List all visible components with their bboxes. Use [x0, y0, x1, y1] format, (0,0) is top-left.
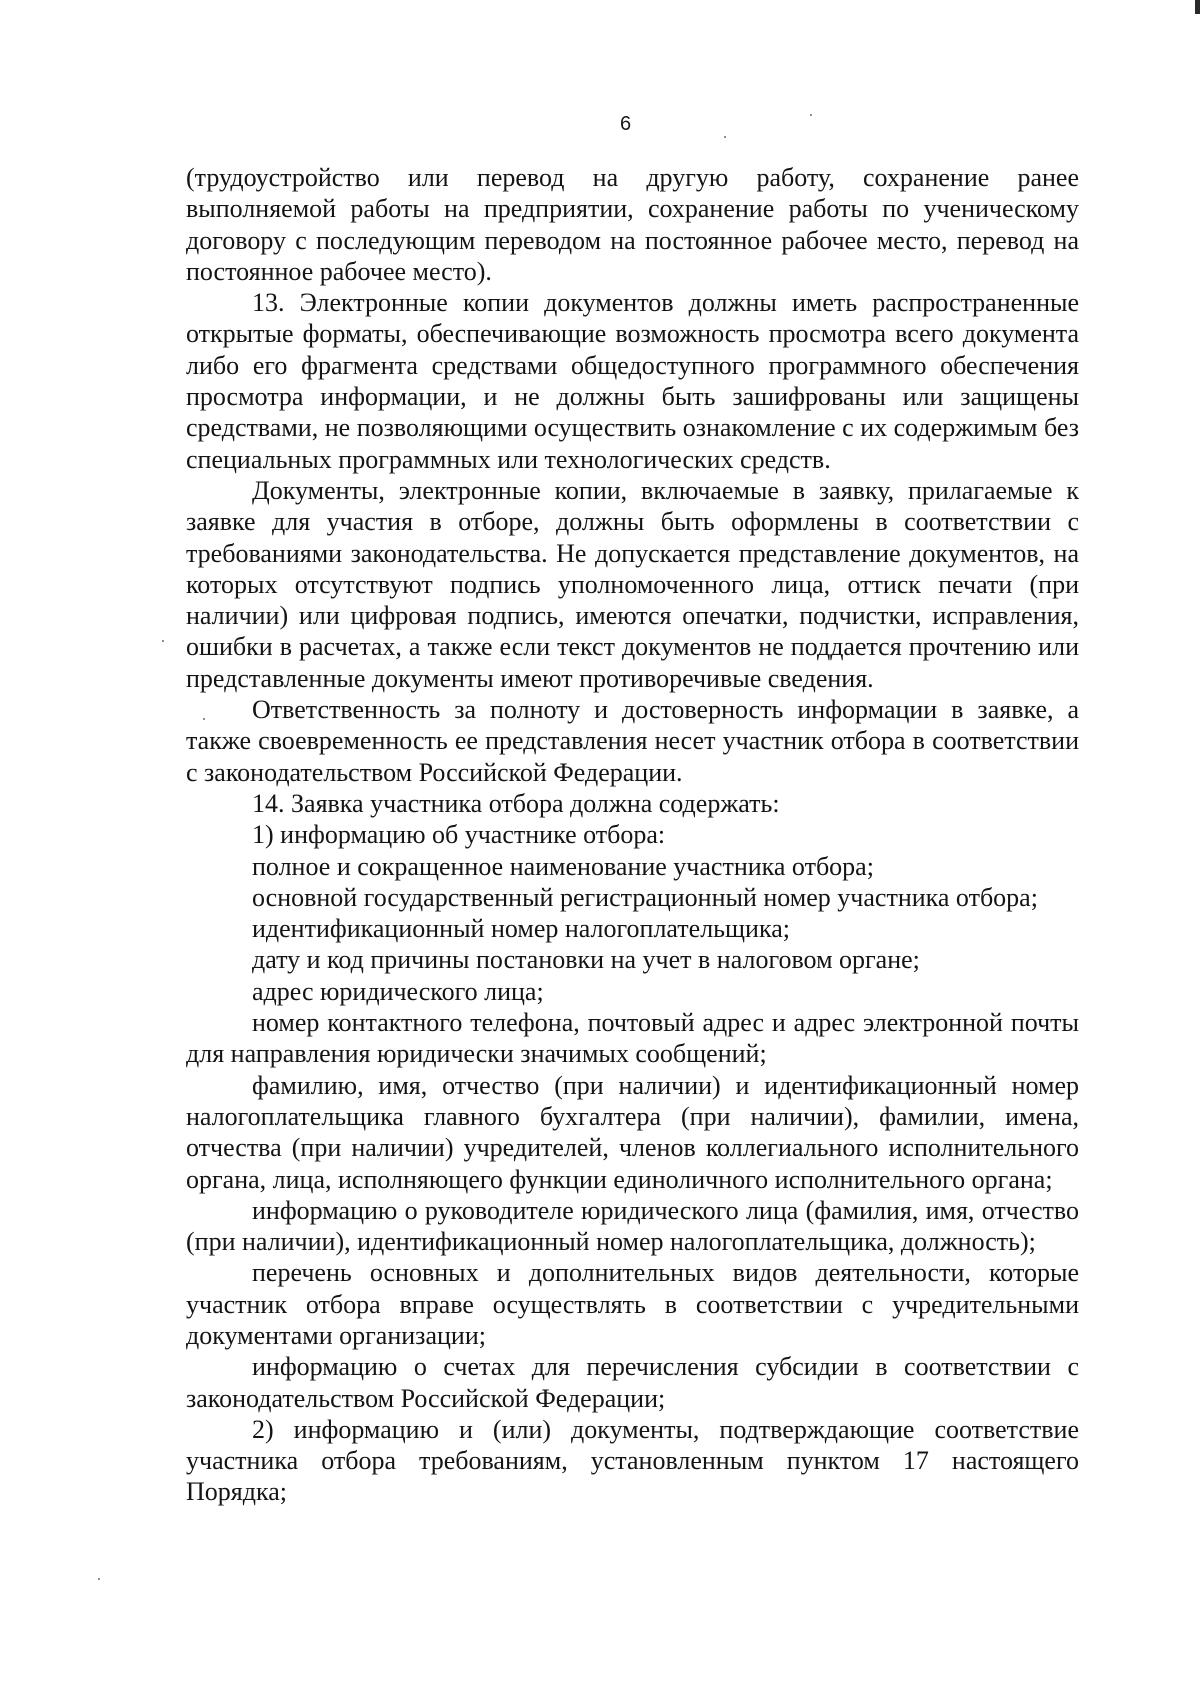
- paragraph: Ответственность за полноту и достоверность информации в заявке, а также своевременность ее представления несет участник отбора в соответствии с законодательством Российской Федерации.: [186, 695, 1079, 787]
- paragraph: информацию о руководителе юридического лица (фамилия, имя, отчество (при наличии), идентификационный номер налогоплательщика, должность);: [186, 1195, 1079, 1257]
- paragraph: 13. Электронные копии документов должны иметь распространенные открытые форматы, обеспечивающие возможность просмотра всего документа либо его фрагмента средствами общедоступного программного обеспечения просмотра информации, и не должны быть зашифрованы или защищены средствами, не позволяющими осуществить ознакомление с их содержимым без специальных программных или технологических средств.: [186, 288, 1079, 474]
- paragraph: основной государственный регистрационный номер участника отбора;: [252, 882, 1038, 912]
- paragraph: Документы, электронные копии, включаемые в заявку, прилагаемые к заявке для участия в отборе, должны быть оформлены в соответствии с требованиями законодательства. Не допускается представление документов, на которых отсутствуют подпись уполномоченного лица, оттиск печати (при наличии) или цифровая подпись, имеются опечатки, подчистки, исправления, ошибки в расчетах, а также если текст документов не поддается прочтению или представленные документы имеют противоречивые сведения.: [186, 475, 1079, 693]
- scan-speck: [724, 136, 726, 138]
- paragraph: адрес юридического лица;: [252, 976, 544, 1006]
- scan-speck: [810, 114, 812, 116]
- paragraph: полное и сокращенное наименование участника отбора;: [252, 851, 874, 881]
- document-body: [186, 162, 1079, 1508]
- paragraph: номер контактного телефона, почтовый адрес и адрес электронной почты для направления юридически значимых сообщений;: [186, 1008, 1079, 1069]
- paragraph: фамилию, имя, отчество (при наличии) и идентификационный номер налогоплательщика главного бухгалтера (при наличии), фамилии, имена, отчества (при наличии) учредителей, членов коллегиального исполнительного органа, лица, исполняющего функции единоличного исполнительного органа;: [186, 1070, 1079, 1194]
- paragraph: (трудоустройство или перевод на другую работу, сохранение ранее выполняемой работы на предприятии, сохранение работы по ученическому договору с последующим переводом на постоянное рабочее место, перевод на постоянное рабочее место).: [186, 163, 1079, 286]
- paragraph: информацию о счетах для перечисления субсидии в соответствии с законодательством Российской Федерации;: [186, 1352, 1079, 1413]
- page-number: 6: [620, 113, 632, 135]
- paragraph: 1) информацию об участнике отбора:: [252, 820, 666, 850]
- scan-speck: [162, 640, 164, 642]
- paragraph: перечень основных и дополнительных видов деятельности, которые участник отбора вправе осуществлять в соответствии с учредительными документами организации;: [186, 1258, 1079, 1350]
- scan-speck: [98, 1578, 100, 1580]
- paragraph: идентификационный номер налогоплательщика;: [252, 914, 790, 944]
- paragraph: 14. Заявка участника отбора должна содержать:: [252, 788, 780, 818]
- scan-edge-mark: [1195, 0, 1200, 14]
- paragraph: дату и код причины постановки на учет в налоговом органе;: [252, 945, 920, 975]
- paragraph: 2) информацию и (или) документы, подтверждающие соответствие участника отбора требованиям, установленным пунктом 17 настоящего Порядка;: [186, 1414, 1079, 1507]
